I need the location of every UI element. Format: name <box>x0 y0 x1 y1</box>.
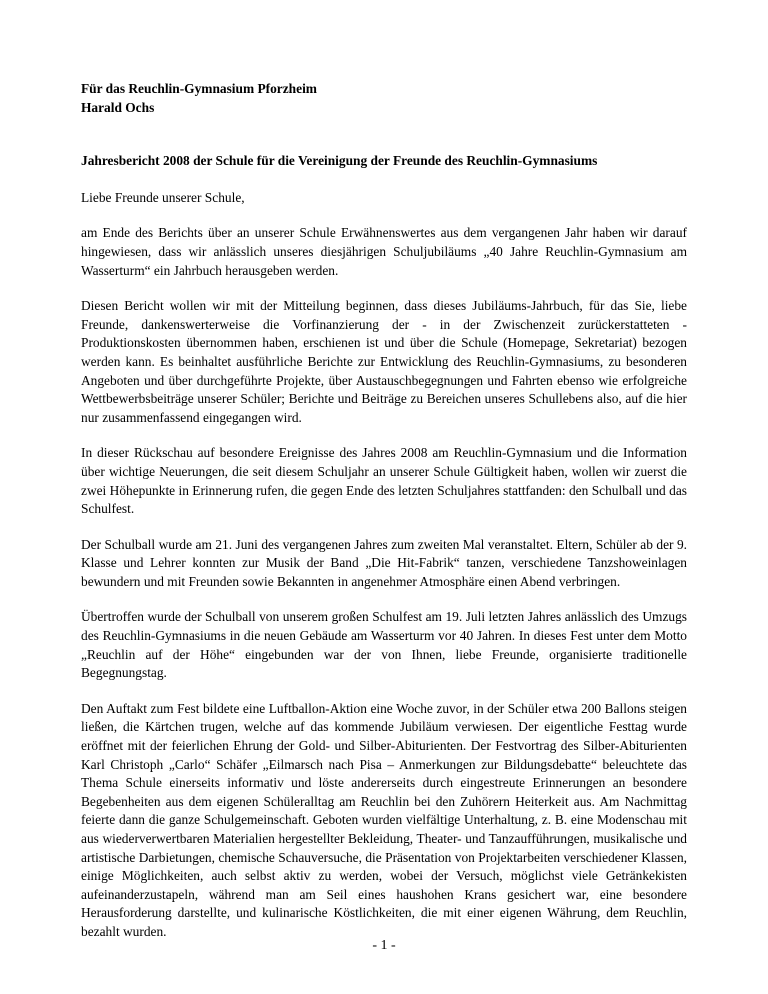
paragraph-4: Der Schulball wurde am 21. Juni des vergangenen Jahres zum zweiten Mal veranstaltet. Eltern, Schüler ab der 9. Klasse und Lehrer konnten zur Musik der Band „Die Hit-Fabrik“ tanzen, verschiedene Tanzshoweinlagen bewundern und mit Freunden sowie Bekannten in angenehmer Atmosphäre einen Abend verbringen. <box>81 536 687 589</box>
paragraph-6: Den Auftakt zum Fest bildete eine Luftballon-Aktion eine Woche zuvor, in der Schüler etwa 200 Ballons steigen ließen, die Kärtchen trugen, welche auf das kommende Jubiläum verwiesen. Der eigentliche Festtag wurde eröffnet mit der feierlichen Ehrung der Gold- und Silber-Abiturienten. Der Festvortrag des Silber-Abiturienten Karl Christoph „Carlo“ Schäfer „Eilmarsch nach Pisa – Anmerkungen zur Bildungsdebatte“ beleuchtete das Thema Schule einerseits informativ und löste andererseits durch eingestreute Erinnerungen an besondere Begebenheiten aus dem eigenen Schüleralltag am Reuchlin bei den Zuhörern Heiterkeit aus. Am Nachmittag feierte dann die ganze Schulgemeinschaft. Geboten wurden vielfältige Unterhaltung, z. B. eine Modenschau mit aus wiederverwertbaren Materialien hergestellter Bekleidung, Theater- und Tanzaufführungen, musikalische und artistische Darbietungen, chemische Schauversuche, die Präsentation von Projektarbeiten verschiedener Klassen, einige Möglichkeiten, auch selbst aktiv zu werden, wobei der Versuch, möglichst viele Getränkekisten aufeinanderzustapeln, während man am Seil eines haushohen Krans gesichert war, eine besondere Herausforderung darstellte, und kulinarische Köstlichkeiten, die mit einer eigenen Währung, dem Reuchlin, bezahlt wurden. <box>81 700 687 939</box>
page-number: - 1 - <box>372 938 396 953</box>
paragraph-3: In dieser Rückschau auf besondere Ereignisse des Jahres 2008 am Reuchlin-Gymnasium und die Information über wichtige Neuerungen, die seit diesem Schuljahr an unserer Schule Gültigkeit haben, wollen wir zuerst die zwei Höhepunkte in Erinnerung rufen, die gegen Ende des letzten Schuljahres stattfanden: den Schulball und das Schulfest. <box>81 445 687 517</box>
paragraph-2: Diesen Bericht wollen wir mit der Mitteilung beginnen, dass dieses Jubiläums-Jahrbuch, für das Sie, liebe Freunde, dankenswerterweise die Vorfinanzierung der - in der Zwischenzeit zurückerstatteten - Produktionskosten übernommen haben, erschienen ist und über die Schule (Homepage, Sekretariat) bezogen werden kann. Es beinhaltet ausführliche Berichte zur Entwicklung des Reuchlin-Gymnasiums, zu besonderen Angeboten und über durchgeführte Projekte, über Austauschbegegnungen und Fahrten ebenso wie erfolgreiche Wettbewerbsbeiträge unserer Schüler; Berichte und Beiträge zu Bereichen unseres Schullebens also, auf die hier nur zusammenfassend eingegangen wird. <box>81 298 687 425</box>
document-page <box>81 80 687 942</box>
salutation: Liebe Freunde unserer Schule, <box>81 189 245 205</box>
paragraph-1: am Ende des Berichts über an unserer Schule Erwähnenswertes aus dem vergangenen Jahr haben wir darauf hingewiesen, dass wir anlässlich unseres diesjährigen Schuljubiläums „40 Jahre Reuchlin-Gymnasium am Wasserturm“ ein Jahrbuch herausgeben werden. <box>81 225 687 278</box>
document-title: Jahresbericht 2008 der Schule für die Vereinigung der Freunde des Reuchlin-Gymnasiums <box>81 153 598 169</box>
author-name: Harald Ochs <box>81 99 155 115</box>
paragraph-5: Übertroffen wurde der Schulball von unserem großen Schulfest am 19. Juli letzten Jahres anlässlich des Umzugs des Reuchlin-Gymnasiums in die neuen Gebäude am Wasserturm vor 40 Jahren. In dieses Fest unter dem Motto „Reuchlin auf der Höhe“ eingebunden war der von Ihnen, liebe Freunde, organisierte traditionelle Begegnungstag. <box>81 609 687 681</box>
school-name: Für das Reuchlin-Gymnasium Pforzheim <box>81 81 317 96</box>
